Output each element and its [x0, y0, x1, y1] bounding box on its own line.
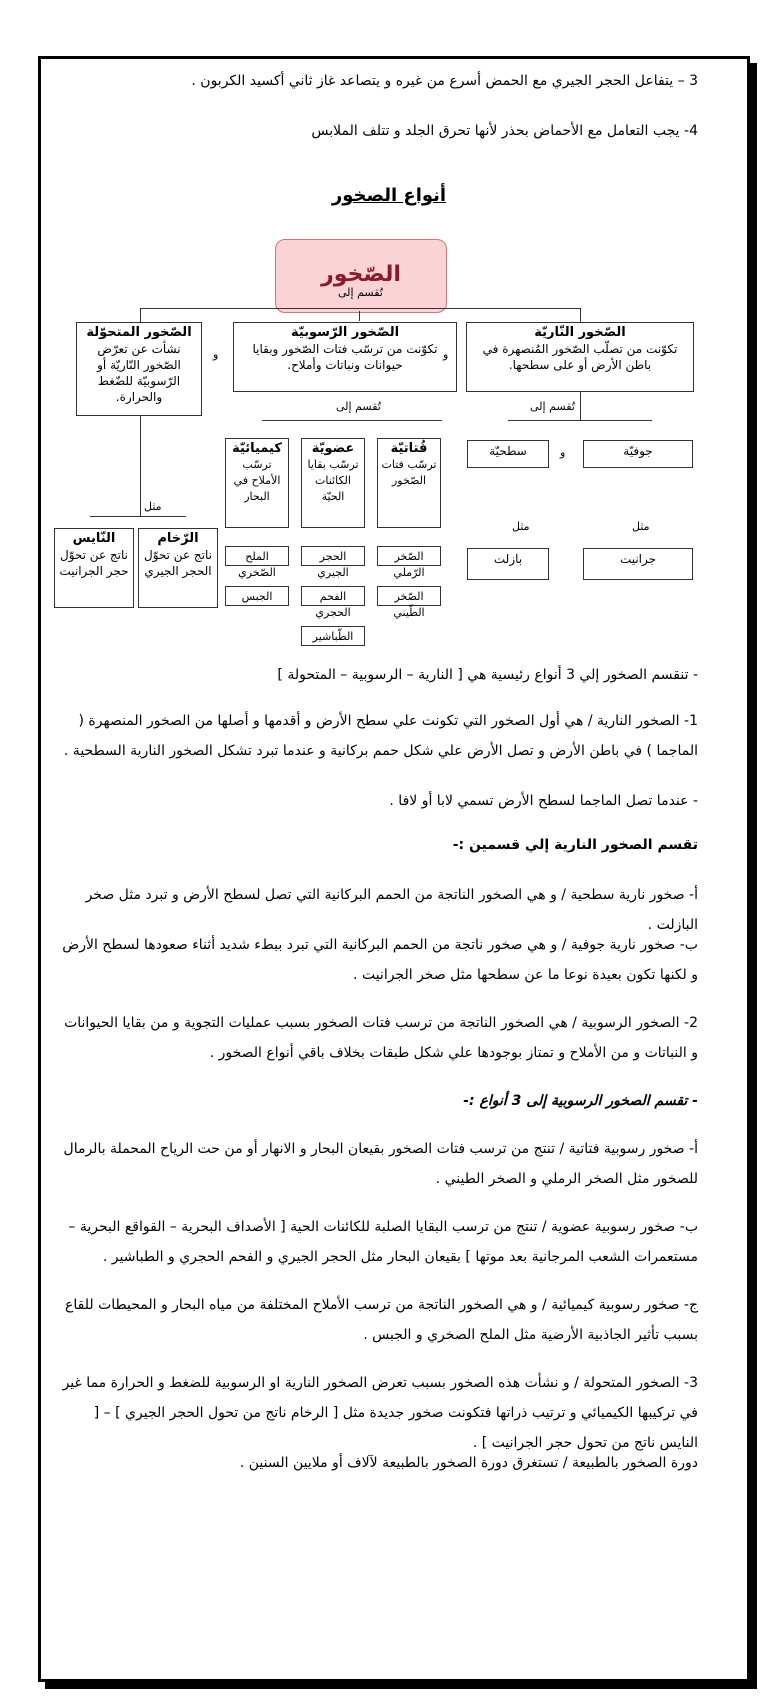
limestone: الحجر الجيري	[301, 546, 365, 566]
igneous-intrusive: جوفيّة	[583, 440, 693, 468]
igneous-box: الصّخور النّاريّة تكوّنت من تصلّب الصّخور المُنصهرة في باطن الأرض أو على سطحها.	[466, 322, 694, 392]
chalk: الطّباشير	[301, 626, 365, 646]
igneous-extrusive: سطحيّة	[467, 440, 549, 468]
granite: جرانيت	[583, 548, 693, 580]
para-intro: - تنقسم الصخور إلي 3 أنواع رئيسية هي [ النارية – الرسوبية – المتحولة ]	[277, 667, 698, 683]
para-clastic: أ- صخور رسوبية فتاتية / تنتج من ترسب فتات الصخور بقيعان البحار و الانهار أو من حت الرياح المحملة بالرمال للصخور مثل الصخر الرملي و الصخر الطيني .	[63, 1141, 698, 1187]
para-rock-cycle: دورة الصخور بالطبيعة / تستغرق دورة الصخور بالطبيعة لآلاف أو ملايين السنين .	[239, 1455, 698, 1471]
rock-salt: الملح الصّخري	[225, 546, 289, 566]
para-extrusive: أ- صخور نارية سطحية / و هي الصخور الناتجة من الحمم البركانية التي تصل لسطح الأرض و تبرد مثل صخر البازلت .	[85, 887, 698, 933]
divides-label: تُقسم إلى	[338, 286, 383, 299]
marble-box: الرّخام ناتج عن تحوّل الحجر الجيري	[138, 528, 218, 608]
para-sed-split: - تقسم الصخور الرسوبية إلى 3 أنواع :-	[463, 1093, 698, 1109]
para-chemical: ج- صخور رسوبية كيميائية / و هي الصخور الناتجة من ترسب الأملاح المختلفة من مياه البحار و المحيطات للقاع بسبب تأثير الجاذبية الأرضية مثل الملح الصخري و الجبس .	[65, 1297, 698, 1343]
para-sedimentary: 2- الصخور الرسوبية / هي الصخور الناتجة من ترسب فتات الصخور بسبب عمليات التجوية و من بقايا الحيوانات و النباتات و من الأملاح و تمتاز بوجودها علي شكل طبقات بخلاف باقي أنواع الصخور .	[64, 1015, 698, 1061]
gypsum: الجبس	[225, 586, 289, 606]
clastic-box: فُتاتيّة ترسّب فتات الصّخور	[377, 438, 441, 528]
para-metamorphic: 3- الصخور المتحولة / و نشأت هذه الصخور بسبب تعرض الصخور النارية او الرسوبية للضغط و الحرارة مما غير في تركيبها الكيميائي و ترتيب ذراتها فتكونت صخور جديدة مثل [ الرخام ناتج من تحول الحجر الجيري ] – [ النايس ناتج من تحول حجر الجرانيت ] .	[62, 1375, 698, 1451]
diagram-root: الصّخور	[275, 239, 447, 313]
shale: الصّخر الطّيني	[377, 586, 441, 606]
para-igneous: 1- الصخور النارية / هي أول الصخور التي تكونت علي سطح الأرض و أقدمها و أصلها من الصخور المنصهرة ( الماجما ) في باطن الأرض و تصل الأرض علي شكل حمم بركانية و عندما تبرد تشكل الصخور النارية السطحية .	[63, 713, 698, 759]
para-organic: ب- صخور رسوبية عضوية / تنتج من ترسب البقايا الصلبة للكائنات الحية [ الأصداف البحرية – القواقع البحرية – مستعمرات الشعب المرجانية بعد موتها ] بقيعان البحار مثل الحجر الجيري و الفحم الحجري و الطباشير .	[68, 1219, 698, 1265]
para-lava: - عندما تصل الماجما لسطح الأرض تسمي لابا أو لافا .	[389, 793, 698, 809]
intro-line-4: 4- يجب التعامل مع الأحماض بحذر لأنها تحرق الجلد و تتلف الملابس	[311, 123, 698, 139]
sandstone: الصّخر الرّملي	[377, 546, 441, 566]
intro-line-3: 3 – يتفاعل الحجر الجيري مع الحمض أسرع من غيره و يتصاعد غاز ثاني أكسيد الكربون .	[191, 73, 698, 89]
para-intrusive: ب- صخور نارية جوفية / و هي صخور ناتجة من الحمم البركانية التي تبرد ببطء شديد أثناء صعودها لسطح الأرض و لكنها تكون بعيدة نوعا ما عن سطحها مثل صخر الجرانيت .	[62, 937, 698, 983]
metamorphic-box: الصّخور المتحوّلة نشأت عن تعرّض الصّخور النّاريّة أو الرّسوبيّة للضّغط والحرارة.	[76, 322, 202, 416]
sedimentary-box: الصّخور الرّسوبيّة تكوّنت من ترسّب فتات الصّخور وبقايا حيوانات ونباتات وأملاح.	[233, 322, 457, 392]
coal: الفحم الحجري	[301, 586, 365, 606]
para-igneous-split: تقسم الصخور النارية إلي قسمين :-	[452, 837, 698, 853]
gneiss-box: النّايس ناتج عن تحوّل حجر الجرانيت	[54, 528, 134, 608]
basalt: بازلت	[467, 548, 549, 580]
organic-box: عضويّة ترسّب بقايا الكائنات الحيّة	[301, 438, 365, 528]
chemical-box: كيميائيّة ترسّب الأملاح في البحار	[225, 438, 289, 528]
section-title: أنواع الصخور	[331, 185, 447, 206]
